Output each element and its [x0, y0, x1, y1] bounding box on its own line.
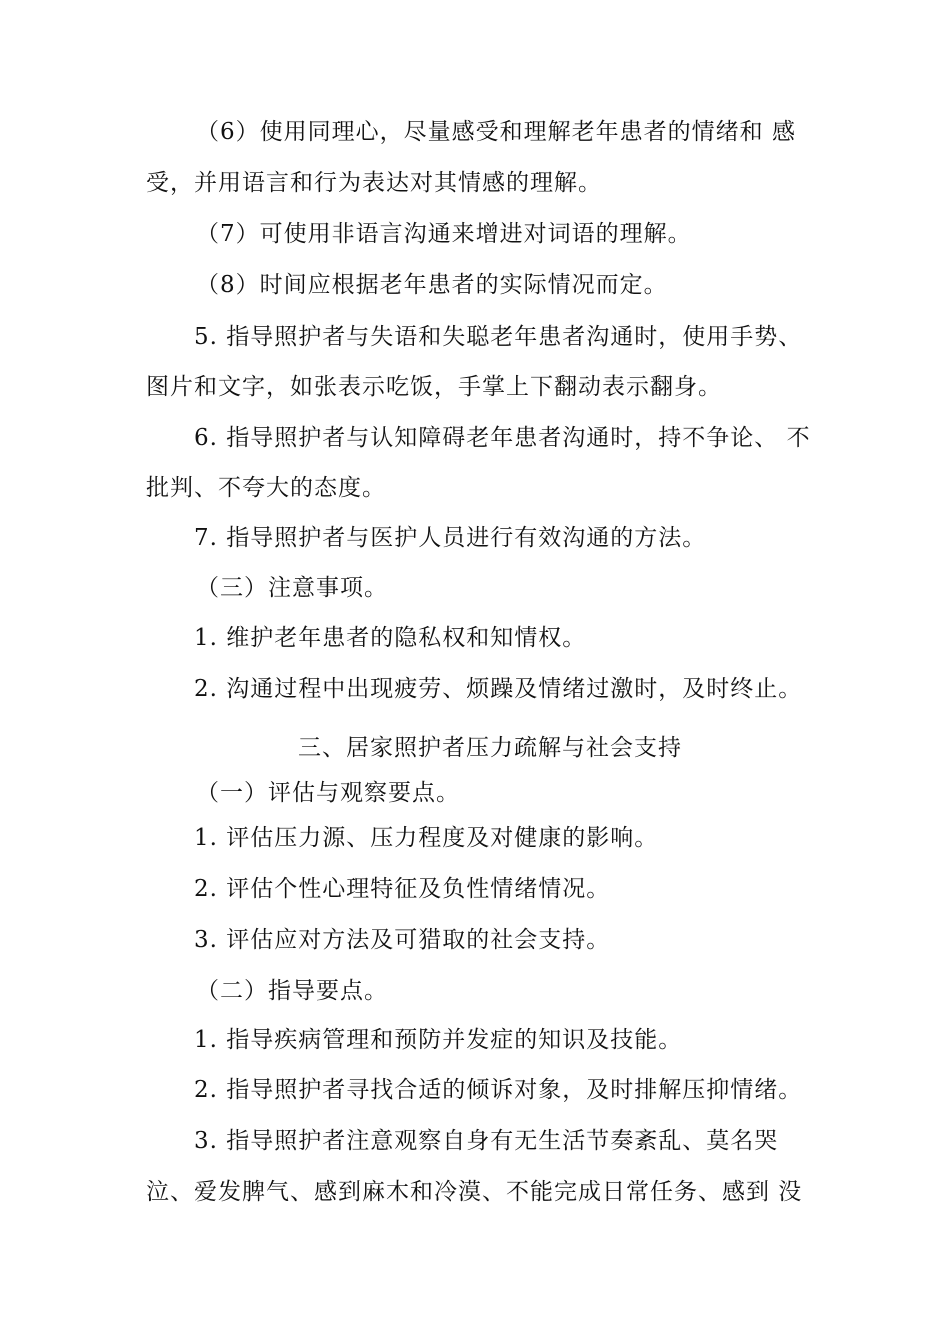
section-heading: （一）评估与观察要点。 — [196, 780, 460, 806]
paragraph-line: 6. 指导照护者与认知障碍老年患者沟通时，持不争论、 不 — [194, 425, 811, 451]
paragraph-line: 3. 指导照护者注意观察自身有无生活节奏紊乱、莫名哭 — [194, 1128, 779, 1154]
chapter-heading: 三、居家照护者压力疏解与社会支持 — [298, 735, 682, 761]
paragraph-line: 1. 评估压力源、压力程度及对健康的影响。 — [194, 825, 659, 851]
paragraph-line: 图片和文字，如张表示吃饭，手掌上下翻动表示翻身。 — [146, 374, 722, 400]
paragraph-line: 5. 指导照护者与失语和失聪老年患者沟通时，使用手势、 — [194, 324, 803, 350]
paragraph-line: （8）时间应根据老年患者的实际情况而定。 — [196, 272, 668, 298]
paragraph-line: 批判、不夸大的态度。 — [146, 475, 386, 501]
paragraph-line: 受，并用语言和行为表达对其情感的理解。 — [146, 170, 602, 196]
paragraph-line: 3. 评估应对方法及可猎取的社会支持。 — [194, 927, 611, 953]
paragraph-line: （6）使用同理心，尽量感受和理解老年患者的情绪和 感 — [196, 119, 796, 145]
paragraph-line: （7）可使用非语言沟通来增进对词语的理解。 — [196, 221, 692, 247]
paragraph-line: 2. 评估个性心理特征及负性情绪情况。 — [194, 876, 611, 902]
section-heading: （二）指导要点。 — [196, 978, 388, 1004]
paragraph-line: 泣、爱发脾气、感到麻木和冷漠、不能完成日常任务、感到 没 — [146, 1179, 803, 1205]
section-heading: （三）注意事项。 — [196, 575, 388, 601]
paragraph-line: 1. 指导疾病管理和预防并发症的知识及技能。 — [194, 1027, 683, 1053]
paragraph-line: 2. 沟通过程中出现疲劳、烦躁及情绪过激时，及时终止。 — [194, 676, 803, 702]
paragraph-line: 7. 指导照护者与医护人员进行有效沟通的方法。 — [194, 525, 707, 551]
paragraph-line: 2. 指导照护者寻找合适的倾诉对象，及时排解压抑情绪。 — [194, 1077, 803, 1103]
paragraph-line: 1. 维护老年患者的隐私权和知情权。 — [194, 625, 587, 651]
